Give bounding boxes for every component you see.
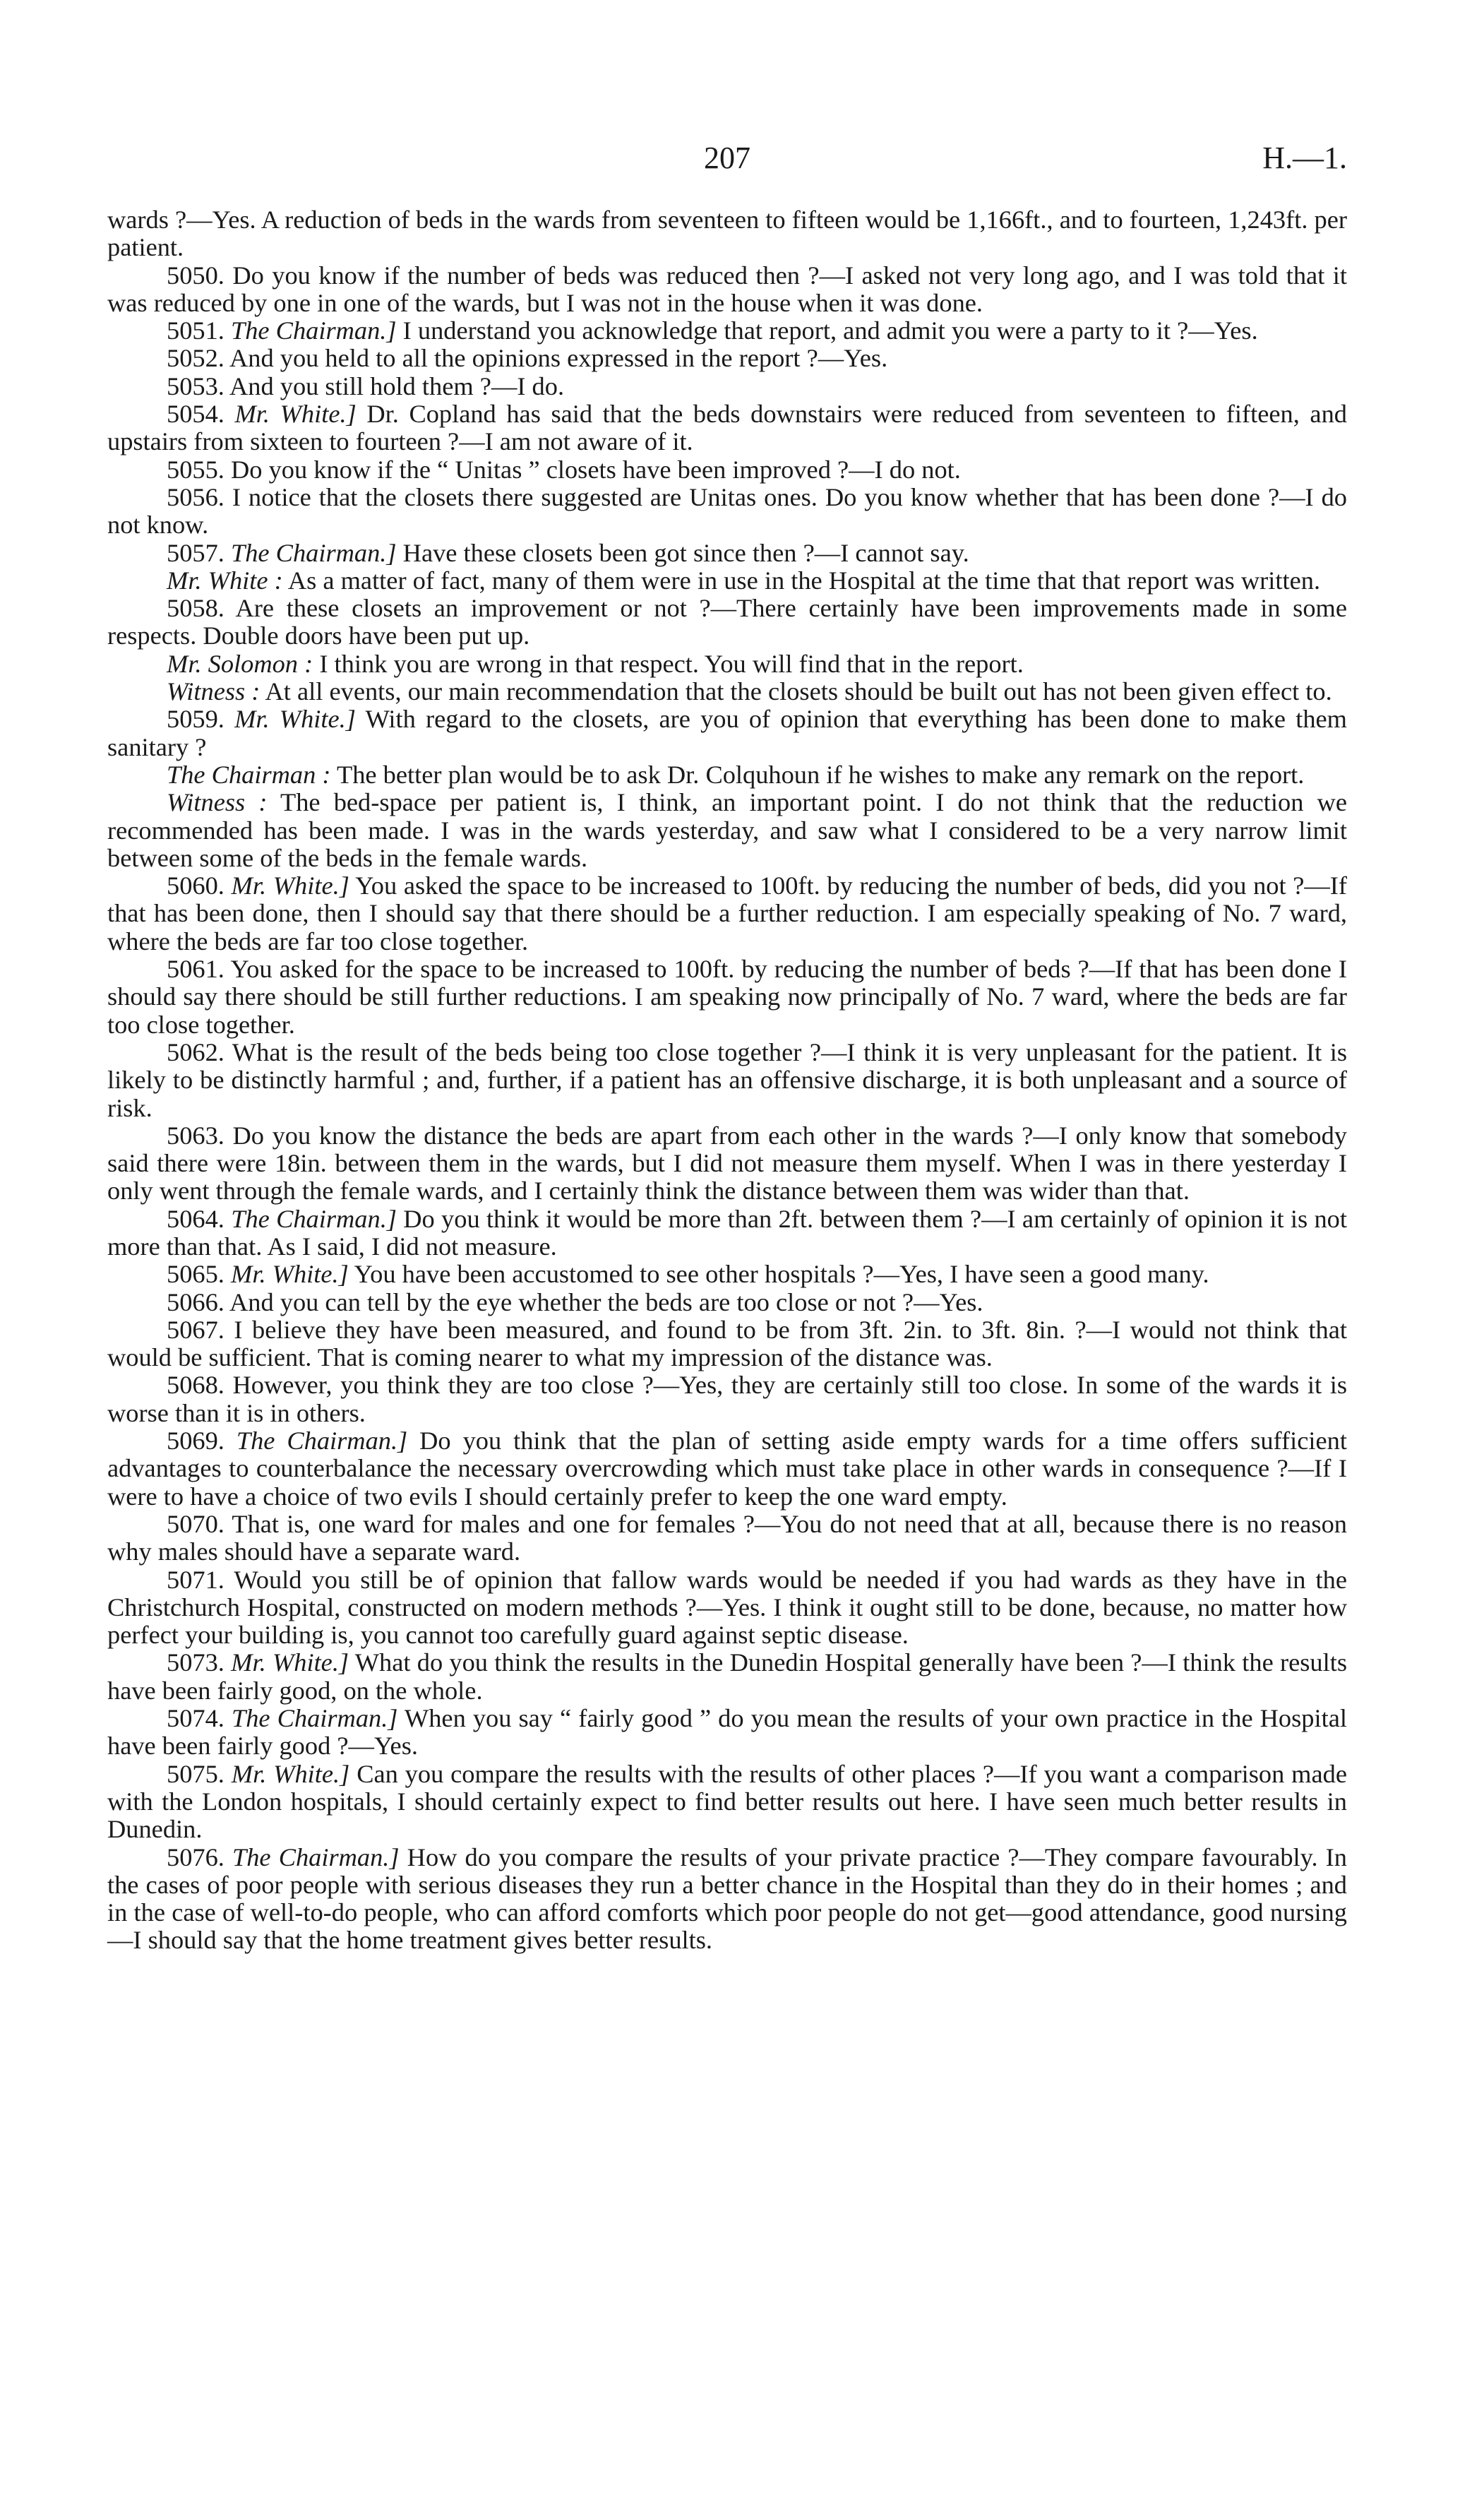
question-number: 5076. bbox=[167, 1842, 225, 1871]
question-number: 5053. bbox=[167, 371, 225, 400]
paragraph-text: What do you think the results in the Dunedin Hospital generally have been ?—I think the results have been fairly good, on the whole. bbox=[107, 1648, 1347, 1705]
paragraph-text: I notice that the closets there suggested are Unitas ones. Do you know whether that has been done ?—I do not know. bbox=[107, 482, 1347, 540]
paragraph bbox=[107, 1566, 1347, 1650]
paragraph-text: I believe they have been measured, and found to be from 3ft. 2in. to 3ft. 8in. ?—I would not think that would be sufficient. That is coming nearer to what my impression of the distance was. bbox=[107, 1315, 1347, 1372]
speaker: The Chairman : bbox=[167, 760, 331, 789]
paragraph-text: And you can tell by the eye whether the beds are too close or not ?—Yes. bbox=[229, 1287, 983, 1316]
question-number: 5059. bbox=[167, 705, 225, 734]
speaker: The Chairman.] bbox=[231, 1704, 398, 1733]
question-number: 5057. bbox=[167, 538, 225, 567]
question-number: 5056. bbox=[167, 482, 225, 511]
paragraph bbox=[107, 1761, 1347, 1844]
paragraph bbox=[107, 400, 1347, 456]
question-number: 5061. bbox=[167, 955, 225, 984]
question-number: 5074. bbox=[167, 1704, 225, 1733]
question-number: 5067. bbox=[167, 1315, 225, 1344]
paragraph-text: You asked the space to be increased to 100ft. by reducing the number of beds, did you not ?—If that has been done, then I should say that there should be a further reduction. I am especially speaking of No. 7 ward, where the beds are far too close together. bbox=[107, 871, 1347, 955]
speaker: Witness : bbox=[167, 677, 261, 706]
paragraph-text: With regard to the closets, are you of opinion that everything has been done to make them sanitary ? bbox=[107, 705, 1347, 761]
question-number: 5073. bbox=[167, 1648, 225, 1677]
question-number: 5055. bbox=[167, 455, 225, 484]
paragraph-text: And you held to all the opinions expressed in the report ?—Yes. bbox=[229, 344, 888, 373]
page-header bbox=[107, 141, 1347, 206]
paragraph bbox=[107, 484, 1347, 540]
paragraph-text: The bed-space per patient is, I think, an important point. I do not think that the reduction we recommended has been made. I was in the wards yesterday, and saw what I considered to be a very narrow limit between some of the beds in the female wards. bbox=[107, 788, 1347, 872]
question-number: 5075. bbox=[167, 1759, 225, 1788]
paragraph-text: Do you think that the plan of setting aside empty wards for a time offers sufficient advantages to counterbalance the necessary overcrowding which must take place in other wards in consequence ?—If I were to have a choice of two evils I should certainly prefer to keep the one ward empty. bbox=[107, 1427, 1347, 1511]
paragraph bbox=[107, 317, 1347, 345]
question-number: 5071. bbox=[167, 1565, 225, 1594]
paragraph-text: Do you know if the number of beds was reduced then ?—I asked not very long ago, and I was told that it was reduced by one in one of the wards, but I was not in the house when it was done. bbox=[107, 261, 1347, 317]
speaker: Mr. White.] bbox=[231, 1759, 350, 1788]
speaker: Mr. White.] bbox=[234, 400, 357, 429]
paragraph-text: Do you think it would be more than 2ft. between them ?—I am certainly of opinion it is not more than that. As I said, I did not measure. bbox=[107, 1204, 1347, 1261]
paragraph bbox=[107, 206, 1347, 262]
paragraph-text: I think you are wrong in that respect. You will find that in the report. bbox=[319, 649, 1024, 678]
paragraph-text: Have these closets been got since then ?—I cannot say. bbox=[402, 538, 969, 567]
paragraph-text: Do you know the distance the beds are apart from each other in the wards ?—I only know that somebody said there were 18in. between them in the wards, but I did not measure them myself. When I was in there yesterday I only went through the female wards, and I certainly think the distance between them was wider than that. bbox=[107, 1121, 1347, 1205]
paragraph bbox=[107, 761, 1347, 789]
paragraph bbox=[107, 650, 1347, 678]
page-number: 207 bbox=[704, 141, 750, 175]
paragraph bbox=[107, 1511, 1347, 1566]
question-number: 5058. bbox=[167, 594, 225, 623]
paragraph bbox=[107, 595, 1347, 650]
question-number: 5068. bbox=[167, 1371, 225, 1400]
speaker: The Chairman.] bbox=[231, 1204, 397, 1233]
speaker: The Chairman.] bbox=[231, 538, 397, 567]
paragraph-text: When you say “ fairly good ” do you mean the results of your own practice in the Hospital have been fairly good ?—Yes. bbox=[107, 1704, 1347, 1761]
speaker: Mr. Solomon : bbox=[167, 649, 313, 678]
speaker: Mr. White.] bbox=[231, 1648, 349, 1677]
paragraph-text: I understand you acknowledge that report, and admit you were a party to it ?—Yes. bbox=[402, 316, 1258, 345]
speaker: The Chairman.] bbox=[236, 1427, 408, 1455]
paragraph bbox=[107, 1649, 1347, 1705]
paragraph bbox=[107, 262, 1347, 318]
question-number: 5063. bbox=[167, 1121, 225, 1150]
question-number: 5052. bbox=[167, 344, 225, 373]
paragraph bbox=[107, 705, 1347, 761]
paragraph bbox=[107, 1122, 1347, 1205]
paragraph bbox=[107, 1261, 1347, 1288]
question-number: 5070. bbox=[167, 1509, 225, 1538]
paragraph-text: Would you still be of opinion that fallow wards would be needed if you had wards as they have in the Christchurch Hospital, constructed on modern methods ?—Yes. I think it ought still to be done, because, no matter how perfect your building is, you cannot too carefully guard against septic disease. bbox=[107, 1565, 1347, 1650]
paragraph bbox=[107, 872, 1347, 955]
paragraph-text: However, you think they are too close ?—Yes, they are certainly still too close. In some of the wards it is worse than it is in others. bbox=[107, 1371, 1347, 1427]
question-number: 5054. bbox=[167, 400, 225, 429]
speaker: Witness : bbox=[167, 788, 268, 817]
speaker: Mr. White.] bbox=[231, 1260, 349, 1289]
paragraph bbox=[107, 955, 1347, 1039]
paragraph bbox=[107, 1844, 1347, 1955]
series-label: H.—1. bbox=[1262, 141, 1347, 175]
paragraph bbox=[107, 1316, 1347, 1372]
document-page bbox=[107, 141, 1347, 1955]
paragraph-text: Dr. Copland has said that the beds downstairs were reduced from seventeen to fifteen, and upstairs from sixteen to fourteen ?—I am not aware of it. bbox=[107, 400, 1347, 456]
paragraph-text: wards ?—Yes. A reduction of beds in the wards from seventeen to fifteen would be 1,166ft., and to fourteen, 1,243ft. per patient. bbox=[107, 206, 1347, 262]
paragraph bbox=[107, 540, 1347, 567]
paragraph bbox=[107, 456, 1347, 484]
paragraph bbox=[107, 567, 1347, 595]
paragraph bbox=[107, 1205, 1347, 1261]
paragraph-text: What is the result of the beds being too close together ?—I think it is very unpleasant for the patient. It is likely to be distinctly harmful ; and, further, if a patient has an offensive discharge, it is both unpleasant and a source of risk. bbox=[107, 1037, 1347, 1122]
question-number: 5064. bbox=[167, 1204, 225, 1233]
paragraph-text: You have been accustomed to see other hospitals ?—Yes, I have seen a good many. bbox=[354, 1260, 1209, 1289]
question-number: 5062. bbox=[167, 1037, 225, 1066]
question-number: 5060. bbox=[167, 871, 225, 900]
paragraph-text: You asked for the space to be increased to 100ft. by reducing the number of beds ?—If that has been done I should say there should be still further reductions. I am speaking now principally of No. 7 ward, where the beds are far too close together. bbox=[107, 955, 1348, 1039]
paragraph-text: Do you know if the “ Unitas ” closets have been improved ?—I do not. bbox=[231, 455, 961, 484]
paragraph bbox=[107, 1039, 1347, 1122]
paragraph-text: How do you compare the results of your private practice ?—They compare favourably. In the cases of poor people with serious diseases they run a better chance in the Hospital than they do in their homes ; and in the case of well-to-do people, who can afford comforts which poor people do not get—good attendance, good nursing—I should say that the home treatment gives better results. bbox=[107, 1842, 1347, 1955]
question-number: 5065. bbox=[167, 1260, 225, 1289]
speaker: Mr. White : bbox=[167, 566, 283, 595]
paragraph-text: At all events, our main recommendation that the closets should be built out has not been given effect to. bbox=[265, 677, 1332, 706]
paragraph-text: That is, one ward for males and one for females ?—You do not need that at all, because there is no reason why males should have a separate ward. bbox=[107, 1509, 1347, 1566]
question-number: 5050. bbox=[167, 261, 225, 290]
paragraph bbox=[107, 1289, 1347, 1316]
paragraph-text: Are these closets an improvement or not ?—There certainly have been improvements made in some respects. Double doors have been put up. bbox=[107, 594, 1347, 650]
question-number: 5066. bbox=[167, 1287, 225, 1316]
question-number: 5069. bbox=[167, 1427, 225, 1455]
paragraph-text: And you still hold them ?—I do. bbox=[229, 371, 565, 400]
speaker: The Chairman.] bbox=[231, 316, 397, 345]
question-number: 5051. bbox=[167, 316, 225, 345]
paragraph-text: Can you compare the results with the results of other places ?—If you want a comparison made with the London hospitals, I should certainly expect to find better results out here. I have seen much better results in Dunedin. bbox=[107, 1759, 1347, 1844]
speaker: Mr. White.] bbox=[234, 705, 356, 734]
paragraph bbox=[107, 789, 1347, 872]
body-text bbox=[107, 206, 1347, 1955]
paragraph bbox=[107, 345, 1347, 372]
paragraph-text: As a matter of fact, many of them were in use in the Hospital at the time that that report was written. bbox=[287, 566, 1321, 595]
paragraph bbox=[107, 373, 1347, 400]
speaker: The Chairman.] bbox=[232, 1842, 400, 1871]
paragraph-text: The better plan would be to ask Dr. Colquhoun if he wishes to make any remark on the report. bbox=[336, 760, 1305, 789]
paragraph bbox=[107, 1705, 1347, 1761]
paragraph bbox=[107, 1427, 1347, 1511]
speaker: Mr. White.] bbox=[231, 871, 349, 900]
paragraph bbox=[107, 1371, 1347, 1427]
paragraph bbox=[107, 678, 1347, 705]
